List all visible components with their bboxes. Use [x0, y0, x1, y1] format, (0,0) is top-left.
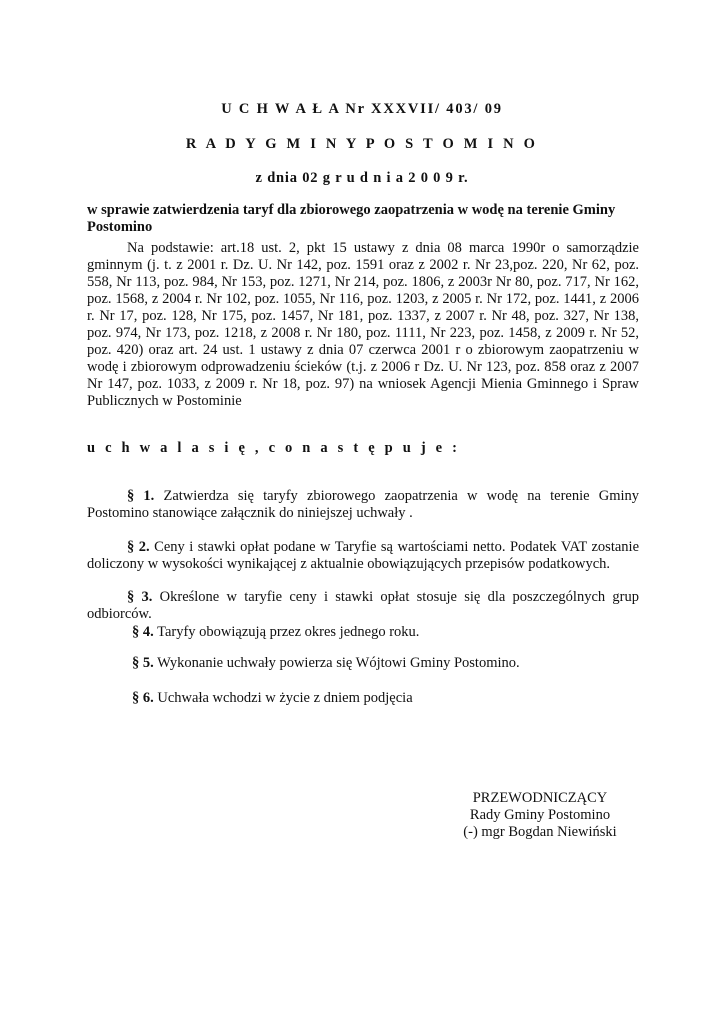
signature-block: [440, 790, 640, 841]
paragraph-2-label: § 2.: [127, 539, 150, 555]
paragraph-1: [87, 488, 639, 522]
paragraph-3-label: § 3.: [127, 589, 153, 605]
paragraph-4-label: § 4.: [132, 624, 154, 640]
signature-body: Rady Gminy Postomino: [469, 807, 611, 823]
paragraph-1-text: Zatwierdza się taryfy zbiorowego zaopatrzenia w wodę na terenie Gminy Postomino stanowiące załącznik do niniejszej uchwały .: [87, 488, 639, 521]
council-name-title: R A D Y G M I N Y P O S T O M I N O: [185, 136, 539, 152]
paragraph-6-label: § 6.: [132, 690, 154, 706]
resolution-date: z dnia 02 g r u d n i a 2 0 0 9 r.: [255, 170, 469, 186]
paragraph-2-text: Ceny i stawki opłat podane w Taryfie są wartościami netto. Podatek VAT zostanie doliczony w wysokości wynikającej z aktualnie obowiązujących przepisów podatkowych.: [87, 539, 640, 572]
paragraph-4-text: Taryfy obowiązują przez okres jednego roku.: [153, 624, 420, 640]
paragraph-3-text: Określone w taryfie ceny i stawki opłat stosuje się dla poszczególnych grup odbiorców.: [87, 589, 639, 622]
paragraph-6-text: Uchwała wchodzi w życie z dniem podjęcia: [153, 690, 413, 706]
resolves-heading: u c h w a l a s i ę , c o n a s t ę p u j e :: [87, 440, 461, 456]
paragraph-5-text: Wykonanie uchwały powierza się Wójtowi Gminy Postomino.: [153, 655, 520, 671]
resolution-number-title: U C H W A Ł A Nr XXXVII/ 403/ 09: [221, 101, 503, 117]
legal-basis-paragraph: Na podstawie: art.18 ust. 2, pkt 15 ustawy z dnia 08 marca 1990r o samorządzie gminnym (j. t. z 2001 r. Dz. U. Nr 142, poz. 1591 oraz z 2002 r. Nr 23,poz. 220, Nr 62, poz. 558, Nr 113, poz. 984, Nr 153, poz. 1271, Nr 214, poz. 1806, z 2003r Nr 80, poz. 717, Nr 162, poz. 1568, z 2004 r. Nr 102, poz. 1055, Nr 116, poz. 1203, z 2005 r. Nr 172, poz. 1441, z 2006 r. Nr 17, poz. 128, Nr 175, poz. 1457, Nr 181, poz. 1337, z 2007 r. Nr 48, poz. 327, Nr 138, poz. 974, Nr 173, poz. 1218, z 2008 r. Nr 180, poz. 1111, Nr 223, poz. 1458, z 2009 r. Nr 52, poz. 420) oraz art. 24 ust. 1 ustawy z dnia 07 czerwca 2001 r o zbiorowym zaopatrzeniu w wodę i zbiorowym odprowadzeniu ścieków (t.j. z 2006 r Dz. U. Nr 123, poz. 858 oraz z 2007 Nr 147, poz. 1033, z 2009 r. Nr 18, poz. 97) na wniosek Agencji Mienia Gminnego i Spraw Publicznych w Postominie: [87, 240, 639, 409]
paragraph-5: [132, 655, 639, 672]
paragraph-5-label: § 5.: [132, 655, 154, 671]
paragraph-2: [87, 539, 639, 573]
paragraph-1-label: § 1.: [127, 488, 155, 504]
paragraph-4: [132, 624, 639, 641]
paragraph-3: [87, 589, 639, 623]
paragraph-6: [132, 690, 639, 707]
signature-role: PRZEWODNICZĄCY: [472, 790, 608, 806]
resolution-subject: w sprawie zatwierdzenia taryf dla zbiorowego zaopatrzenia w wodę na terenie Gminy Postomino: [87, 202, 616, 235]
signature-name: (-) mgr Bogdan Niewiński: [463, 824, 617, 840]
